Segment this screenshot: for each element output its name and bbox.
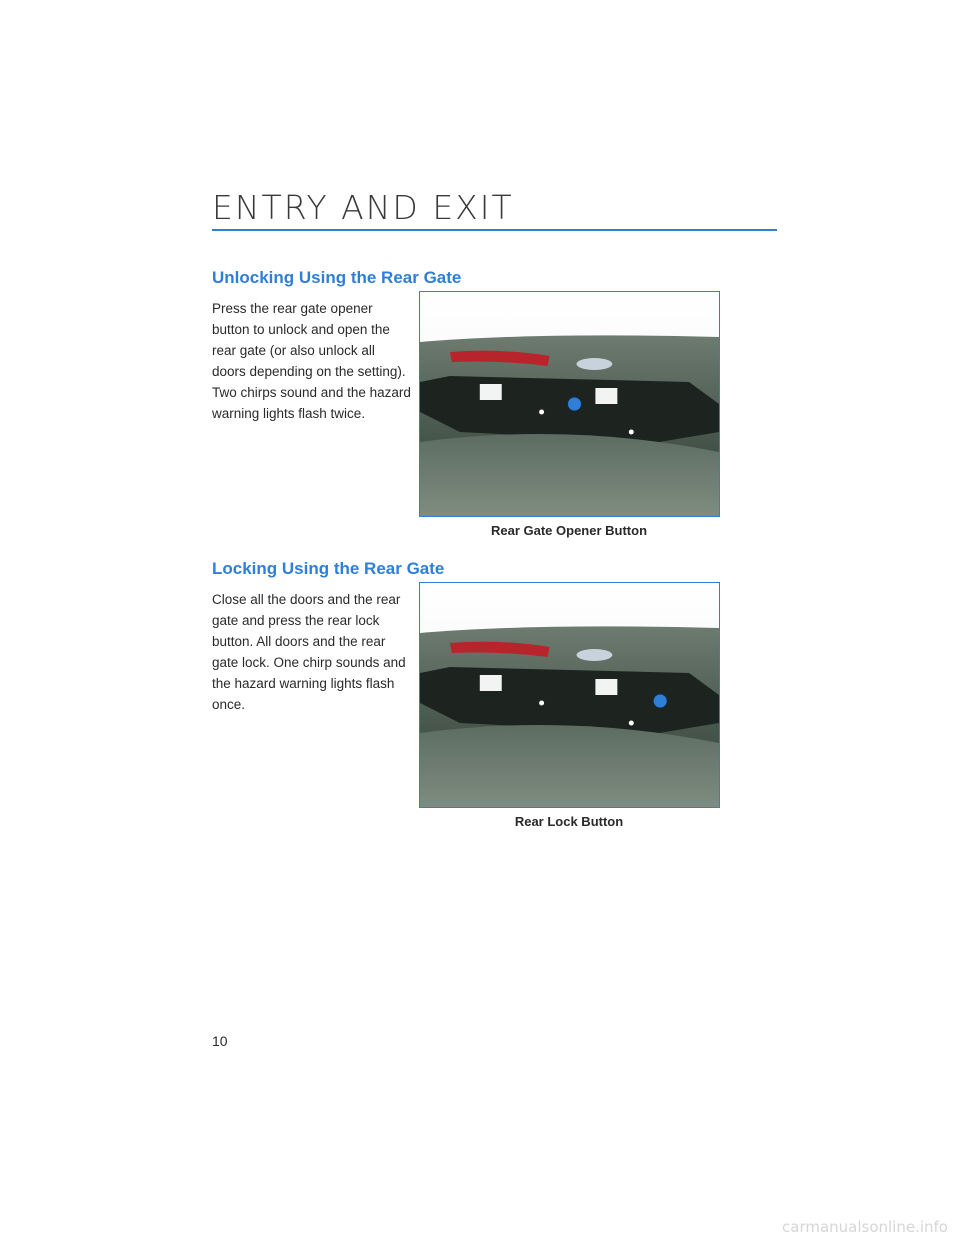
caption-rear-gate-opener: Rear Gate Opener Button [490, 523, 648, 538]
rear-lock-photo-illustration [420, 583, 719, 807]
rear-lock-button-photo [419, 582, 720, 808]
watermark-text: carmanualsonline.info [782, 1218, 948, 1236]
section-body-locking: Close all the doors and the rear gate and press the rear lock button. All doors and the rear gate lock. One chirp sounds and the hazard warning lights flash once. [212, 592, 406, 712]
section-body-unlocking: Press the rear gate opener button to unlock and open the rear gate (or also unlock all doors depending on the setting). Two chirps sound and the hazard warning lights flash twice. [212, 301, 411, 421]
rear-gate-photo-illustration [420, 292, 719, 516]
section-heading-unlocking: Unlocking Using the Rear Gate [212, 268, 462, 287]
caption-rear-lock-button: Rear Lock Button [514, 814, 624, 829]
rear-gate-opener-photo [419, 291, 720, 517]
section-heading-locking: Locking Using the Rear Gate [212, 559, 445, 578]
chapter-title: ENTRY AND EXIT [212, 188, 514, 227]
page-number: 10 [212, 1033, 228, 1049]
chapter-divider [212, 229, 777, 231]
